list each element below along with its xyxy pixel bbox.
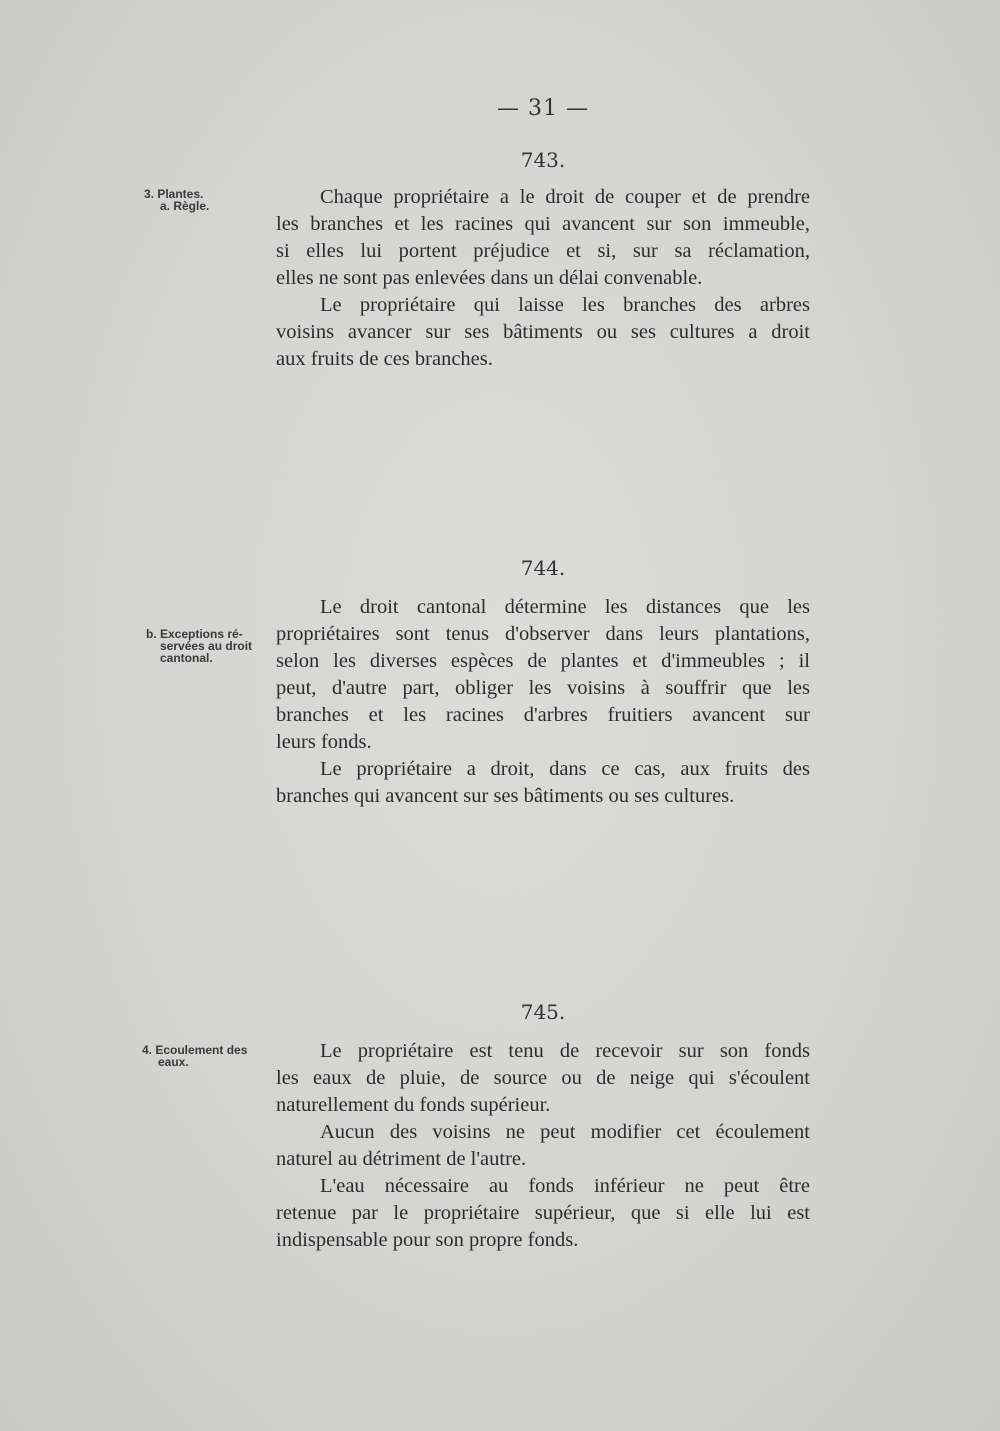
margin-note-line: 3. Plantes. xyxy=(144,187,204,201)
text-line: les eaux de pluie, de source ou de neige qui s'écoulent xyxy=(276,1067,810,1089)
article-body-745 xyxy=(276,1038,810,1254)
text-line: Aucun des voisins ne peut modifier cet écoulement xyxy=(320,1121,810,1143)
margin-note-line: a. Règle. xyxy=(160,199,210,213)
text-line: naturel au détriment de l'autre. xyxy=(276,1148,527,1170)
text-line: voisins avancer sur ses bâtiments ou ses cultures a droit xyxy=(276,321,810,343)
text-line: Le propriétaire a droit, dans ce cas, aux fruits des xyxy=(320,758,810,780)
margin-note-line: servées au droit xyxy=(160,639,253,653)
text-line: Le propriétaire qui laisse les branches des arbres xyxy=(320,294,810,316)
margin-note-line: eaux. xyxy=(158,1055,189,1069)
article-number-743: 743. xyxy=(520,148,566,172)
margin-note-744 xyxy=(146,628,252,664)
article-body-743 xyxy=(276,184,810,373)
margin-note-line: 4. Ecoulement des xyxy=(142,1043,248,1057)
margin-note-line: cantonal. xyxy=(160,651,213,665)
text-line: Chaque propriétaire a le droit de couper et de prendre xyxy=(320,186,810,208)
text-line: L'eau nécessaire au fonds inférieur ne peut être xyxy=(320,1175,810,1197)
text-line: leurs fonds. xyxy=(276,731,372,753)
article-number-745: 745. xyxy=(520,1000,566,1024)
page-number: — 31 — xyxy=(497,96,589,121)
text-line: Le propriétaire est tenu de recevoir sur son fonds xyxy=(320,1040,810,1062)
margin-note-745 xyxy=(142,1044,247,1068)
article-number-744: 744. xyxy=(520,556,566,580)
text-line: si elles lui portent préjudice et si, sur sa réclamation, xyxy=(276,240,810,262)
text-line: elles ne sont pas enlevées dans un délai convenable. xyxy=(276,267,703,289)
text-line: branches et les racines d'arbres fruitiers avancent sur xyxy=(276,704,810,726)
text-line: retenue par le propriétaire supérieur, que si elle lui est xyxy=(276,1202,810,1224)
text-line: indispensable pour son propre fonds. xyxy=(276,1229,579,1251)
article-body-744 xyxy=(276,594,810,810)
text-line: naturellement du fonds supérieur. xyxy=(276,1094,551,1116)
text-line: propriétaires sont tenus d'observer dans leurs plantations, xyxy=(276,623,810,645)
text-line: les branches et les racines qui avancent sur son immeuble, xyxy=(276,213,810,235)
margin-note-743 xyxy=(144,188,209,212)
text-line: branches qui avancent sur ses bâtiments ou ses cultures. xyxy=(276,785,735,807)
text-line: selon les diverses espèces de plantes et d'immeubles ; il xyxy=(276,650,810,672)
text-line: Le droit cantonal détermine les distances que les xyxy=(320,596,810,618)
text-line: aux fruits de ces branches. xyxy=(276,348,493,370)
text-line: peut, d'autre part, obliger les voisins à souffrir que les xyxy=(276,677,810,699)
margin-note-line: b. Exceptions ré- xyxy=(146,627,243,641)
